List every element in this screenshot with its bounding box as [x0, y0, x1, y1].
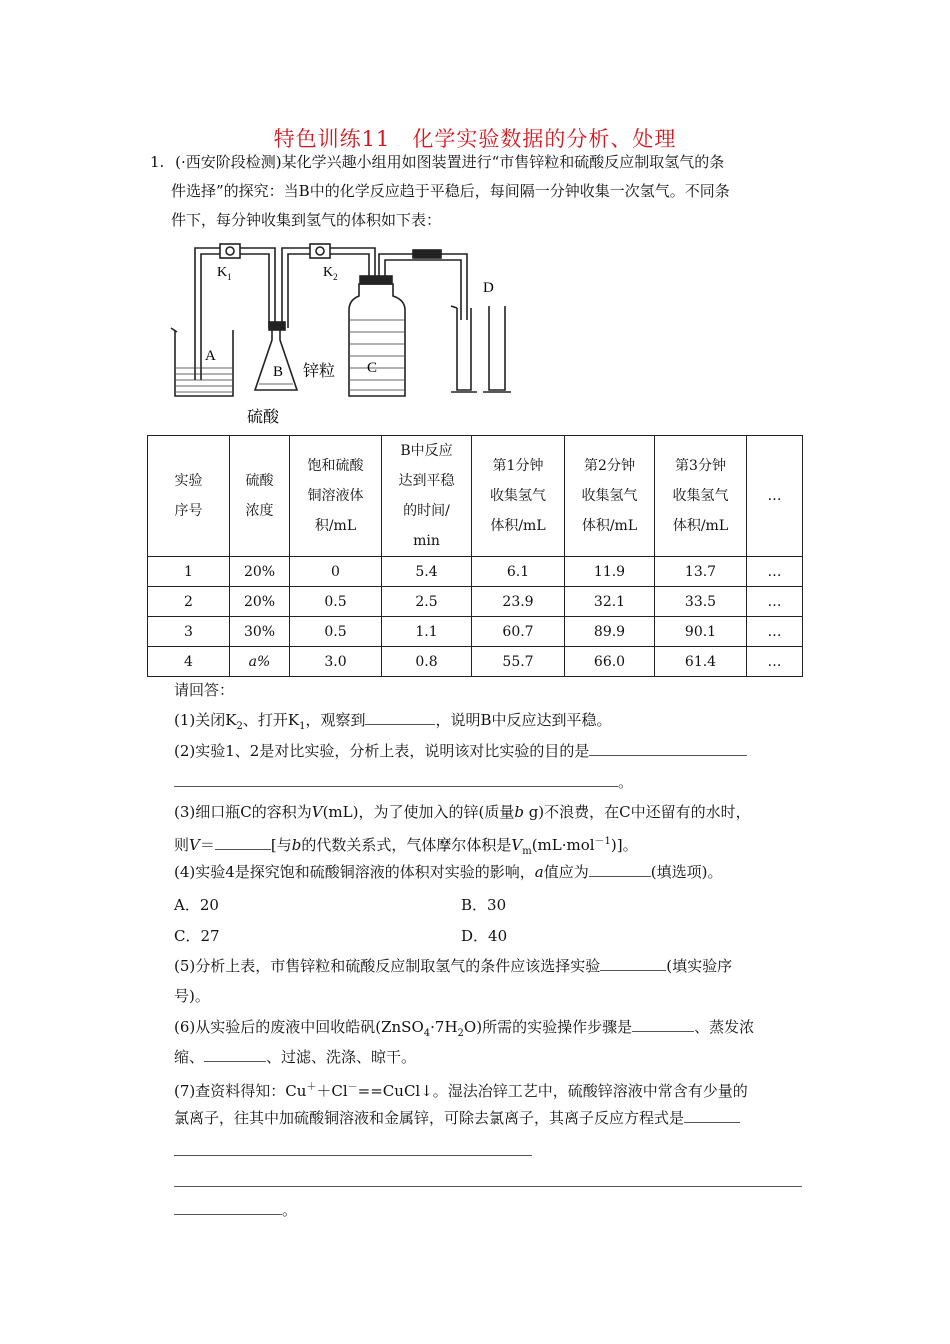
- option-b[interactable]: B．30: [461, 896, 507, 914]
- question-6-cont: 缩、 、过滤、洗涤、晾干。: [174, 1048, 417, 1066]
- table-cell: 20%: [230, 587, 290, 617]
- question-5: (5)分析上表，市售锌粒和硫酸反应制取氢气的条件应该选择实验 (填实验序: [174, 957, 733, 975]
- question-line-2: 件选择”的探究：当B中的化学反应趋于平稳后，每间隔一分钟收集一次氢气。不同条: [171, 182, 730, 200]
- table-cell: 0.5: [290, 617, 382, 647]
- table-cell: a%: [230, 647, 290, 677]
- table-cell: 3: [148, 617, 230, 647]
- table-cell: 89.9: [565, 617, 655, 647]
- answer-prompt: 请回答：: [174, 681, 235, 699]
- table-cell: 30%: [230, 617, 290, 647]
- table-cell: 66.0: [565, 647, 655, 677]
- table-cell: 90.1: [655, 617, 747, 647]
- header-cell: 第1分钟 收集氢气 体积/mL: [472, 436, 565, 557]
- table-cell: …: [747, 617, 803, 647]
- table-cell: 61.4: [655, 647, 747, 677]
- answer-blank[interactable]: [365, 710, 435, 725]
- option-c[interactable]: C．27: [174, 927, 220, 945]
- answer-blank[interactable]: [174, 1172, 802, 1187]
- question-7-blank-1: [174, 1137, 532, 1165]
- table-cell: 1.1: [382, 617, 472, 647]
- table-cell: 2: [148, 587, 230, 617]
- header-cell: B中反应 达到平稳 的时间/ min: [382, 436, 472, 557]
- answer-blank[interactable]: [174, 1200, 282, 1215]
- header-cell: 实验 序号: [148, 436, 230, 557]
- question-1: (1)关闭$K_2$、打开$K_1$，观察到 ，说明B中反应达到平稳。: [174, 711, 612, 732]
- table-cell: 55.7: [472, 647, 565, 677]
- table-cell: 0.8: [382, 647, 472, 677]
- header-cell: …: [747, 436, 803, 557]
- question-7-cont: 氯离子，往其中加硫酸铜溶液和金属锌，可除去氯离子，其离子反应方程式是: [174, 1104, 740, 1132]
- table-cell: 1: [148, 557, 230, 587]
- table-cell: …: [747, 587, 803, 617]
- apparatus-diagram: [165, 240, 535, 432]
- table-cell: 0: [290, 557, 382, 587]
- answer-blank[interactable]: [589, 741, 747, 756]
- table-cell: 4: [148, 647, 230, 677]
- option-d[interactable]: D．40: [461, 927, 508, 945]
- question-4: (4)实验4是探究饱和硫酸铜溶液的体积对实验的影响，a值应为 (填选项)。: [174, 863, 723, 881]
- table-row: [148, 557, 803, 587]
- label-zinc: 锌粒: [303, 361, 336, 380]
- question-line-3: 件下，每分钟收集到氢气的体积如下表：: [171, 211, 442, 229]
- answer-blank[interactable]: [215, 835, 271, 850]
- header-cell: 饱和硫酸 铜溶液体 积/mL: [290, 436, 382, 557]
- answer-blank[interactable]: [174, 772, 618, 787]
- question-3: (3)细口瓶C的容积为V(mL)，为了使加入的锌(质量b g)不浪费，在C中还留有的水时，: [174, 803, 751, 821]
- answer-blank[interactable]: [600, 956, 666, 971]
- k1-label: $K_1$: [217, 265, 232, 282]
- question-3-cont: 则V＝ [与b的代数关系式，气体摩尔体积是$V_m(mL\cdot mol^{-1})$]。: [174, 836, 638, 857]
- question-text: (·西安阶段检测)某化学兴趣小组用如图装置进行“市售锌粒和硫酸反应制取氢气的条: [175, 153, 725, 171]
- question-2-cont: 。: [174, 768, 633, 796]
- question-6: (6)从实验后的废液中回收皓矾$(ZnSO_4\cdot 7H_2O)$所需的实验操作步骤是 、蒸发浓: [174, 1018, 755, 1039]
- question-line-1: [150, 148, 724, 176]
- table-row: [148, 617, 803, 647]
- label-d: D: [483, 280, 494, 296]
- table-cell: 13.7: [655, 557, 747, 587]
- table-cell: 60.7: [472, 617, 565, 647]
- question-2: (2)实验1、2是对比实验，分析上表，说明该对比实验的目的是: [174, 737, 747, 765]
- label-c: C: [367, 360, 378, 376]
- data-table: [147, 435, 803, 677]
- label-a: A: [205, 348, 216, 364]
- k2-label: $K_2$: [323, 265, 338, 282]
- page-title: 特色训练11 化学实验数据的分析、处理: [273, 127, 677, 151]
- label-b: B: [273, 364, 284, 380]
- answer-blank[interactable]: [632, 1017, 694, 1032]
- table-row: [148, 587, 803, 617]
- table-cell: …: [747, 647, 803, 677]
- question-7: (7)查资料得知：Cu＋＋Cl－==CuCl↓。湿法冶锌工艺中，硫酸锌溶液中常含有少量的: [174, 1082, 748, 1100]
- answer-blank[interactable]: [204, 1047, 266, 1062]
- answer-blank[interactable]: [589, 862, 651, 877]
- table-cell: 23.9: [472, 587, 565, 617]
- table-cell: 32.1: [565, 587, 655, 617]
- label-acid: 硫酸: [247, 407, 280, 426]
- answer-blank[interactable]: [174, 1141, 532, 1156]
- table-cell: 20%: [230, 557, 290, 587]
- table-header-row: [148, 436, 803, 557]
- question-5-cont: 号)。: [174, 987, 210, 1005]
- question-number: 1.: [150, 153, 165, 171]
- table-cell: 5.4: [382, 557, 472, 587]
- table-row: [148, 647, 803, 677]
- table-cell: 3.0: [290, 647, 382, 677]
- table-cell: 33.5: [655, 587, 747, 617]
- table-cell: 6.1: [472, 557, 565, 587]
- question-7-blank-2: [174, 1168, 802, 1196]
- answer-blank[interactable]: [684, 1108, 740, 1123]
- table-cell: 2.5: [382, 587, 472, 617]
- table-cell: …: [747, 557, 803, 587]
- header-cell: 第3分钟 收集氢气 体积/mL: [655, 436, 747, 557]
- header-cell: 硫酸 浓度: [230, 436, 290, 557]
- option-a[interactable]: A．20: [174, 896, 219, 914]
- table-cell: 0.5: [290, 587, 382, 617]
- header-cell: 第2分钟 收集氢气 体积/mL: [565, 436, 655, 557]
- question-7-blank-3: 。: [174, 1196, 297, 1224]
- table-cell: 11.9: [565, 557, 655, 587]
